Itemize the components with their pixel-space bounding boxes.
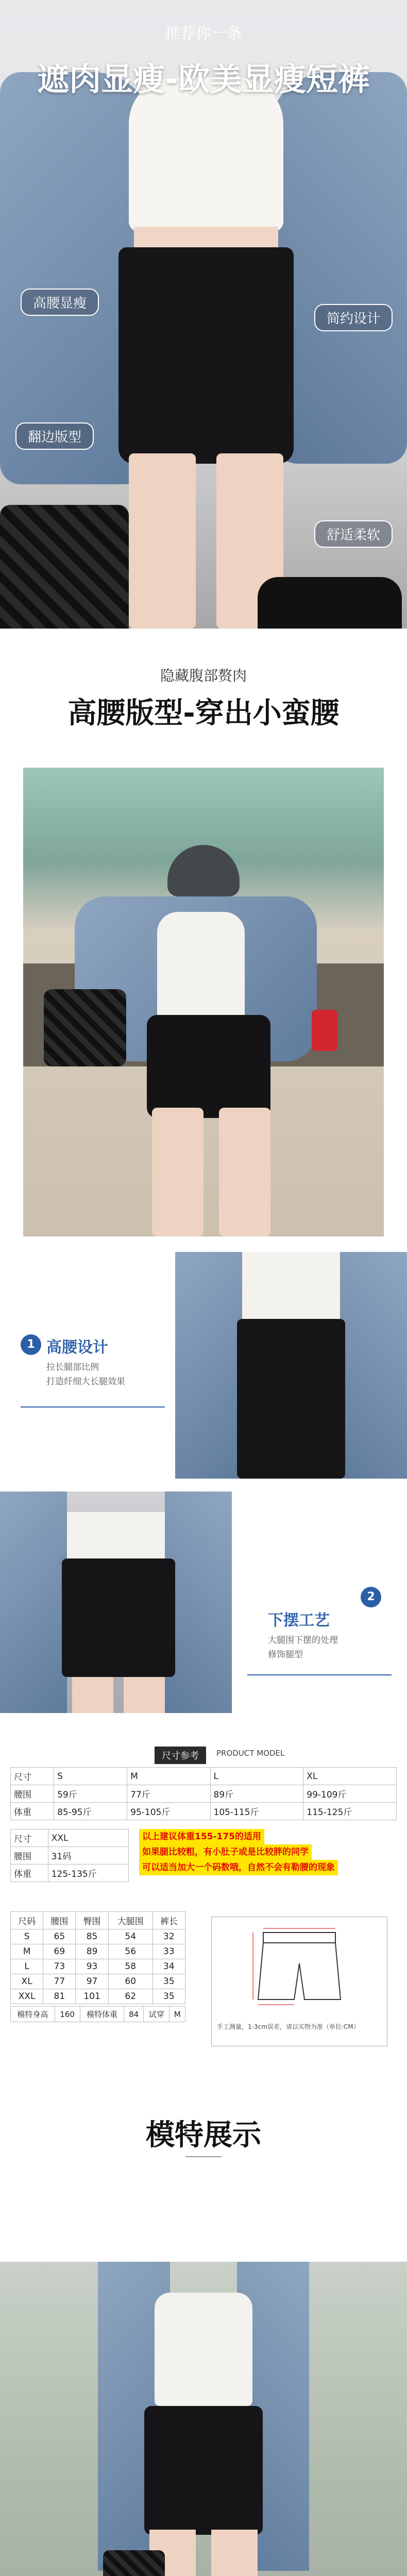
model-info-cell: 160 bbox=[55, 2007, 80, 2022]
measure-header-cell: 大腿围 bbox=[108, 1912, 152, 1929]
size-row bbox=[11, 1803, 397, 1820]
size-cell: 85-95斤 bbox=[54, 1803, 127, 1820]
measure-cell: M bbox=[11, 1944, 43, 1959]
measure-cell: 101 bbox=[76, 1989, 108, 2004]
size-cell: 77斤 bbox=[127, 1785, 210, 1803]
size-cell: 腰围 bbox=[11, 1785, 54, 1803]
xxl-block bbox=[10, 1829, 397, 1886]
detail-2-desc: 大腿围下摆的处理 修饰腿型 bbox=[268, 1635, 338, 1660]
measure-cell: 65 bbox=[43, 1929, 76, 1944]
detail-1-desc: 拉长腿部比例 打造纤细大长腿效果 bbox=[46, 1362, 125, 1387]
measure-header-cell: 臀围 bbox=[76, 1912, 108, 1929]
measure-cell: XXL bbox=[11, 1989, 43, 2004]
size-header-row bbox=[11, 1768, 397, 1785]
measure-cell: L bbox=[11, 1959, 43, 1974]
size-cell: 体重 bbox=[11, 1803, 54, 1820]
section2-subtitle: 隐藏腹部赘肉 bbox=[160, 667, 247, 684]
measure-cell: 35 bbox=[152, 1989, 185, 2004]
measure-cell: 54 bbox=[108, 1929, 152, 1944]
detail-1-number: 1 bbox=[21, 1334, 41, 1355]
measure-cell: 56 bbox=[108, 1944, 152, 1959]
measure-header-cell: 腰围 bbox=[43, 1912, 76, 1929]
size-header-cell: XL bbox=[303, 1768, 397, 1785]
size-header-cell: M bbox=[127, 1768, 210, 1785]
measure-cell: 93 bbox=[76, 1959, 108, 1974]
tag-high-waist: 高腰显瘦 bbox=[21, 289, 99, 316]
hero-title: 遮肉显瘦-欧美显瘦短裤 bbox=[37, 60, 370, 98]
measure-note: 手工测量，1-3cm误差，请以实物为准（单位:CM） bbox=[217, 2023, 360, 2030]
size-header-cell: 尺寸 bbox=[11, 1768, 54, 1785]
notice-line-3: 可以适当加大一个码数哦，自然不会有勒腰的现象 bbox=[139, 1860, 338, 1875]
measure-header-cell: 尺码 bbox=[11, 1912, 43, 1929]
tag-comfort: 舒适柔软 bbox=[314, 520, 393, 548]
measure-row bbox=[11, 1929, 185, 1944]
size-cell: 115-125斤 bbox=[303, 1803, 397, 1820]
measure-cell: 69 bbox=[43, 1944, 76, 1959]
measure-cell: 35 bbox=[152, 1974, 185, 1989]
size-badge-en: PRODUCT MODEL bbox=[216, 1749, 285, 1758]
measure-cell: 89 bbox=[76, 1944, 108, 1959]
measure-header-row bbox=[11, 1912, 185, 1929]
detail-1-title: 高腰设计 bbox=[46, 1338, 108, 1357]
size-cell: 59斤 bbox=[54, 1785, 127, 1803]
xxl-waist: 31码 bbox=[48, 1847, 128, 1865]
size-header-cell: S bbox=[54, 1768, 127, 1785]
xxl-label: 尺寸 bbox=[11, 1829, 48, 1847]
measure-cell: 97 bbox=[76, 1974, 108, 1989]
model-title-deco bbox=[185, 2156, 222, 2157]
size-cell: 105-115斤 bbox=[210, 1803, 303, 1820]
model-photo-1 bbox=[0, 2262, 407, 2576]
measure-row bbox=[11, 1959, 185, 1974]
measure-row bbox=[11, 1974, 185, 1989]
xxl-weight-label: 体重 bbox=[11, 1865, 48, 1882]
detail-2-number: 2 bbox=[361, 1587, 381, 1607]
measure-cell: 85 bbox=[76, 1929, 108, 1944]
measure-cell: 81 bbox=[43, 1989, 76, 2004]
measure-cell: 33 bbox=[152, 1944, 185, 1959]
measure-row bbox=[11, 1944, 185, 1959]
hero-subtitle: 推荐你一条 bbox=[165, 25, 242, 43]
model-photo-sitting bbox=[23, 768, 384, 1236]
detail-1-divider bbox=[21, 1406, 165, 1408]
size-cell: 89斤 bbox=[210, 1785, 303, 1803]
detail-photo-2 bbox=[0, 1492, 232, 1713]
measure-cell: S bbox=[11, 1929, 43, 1944]
measure-table bbox=[10, 1911, 185, 2022]
size-badge bbox=[155, 1747, 206, 1764]
notice-line-2: 如果腿比较粗，有小肚子或是比较胖的同学 bbox=[139, 1844, 312, 1860]
model-info-cell: 84 bbox=[124, 2007, 144, 2022]
xxl-size: XXL bbox=[48, 1829, 128, 1847]
xxl-weight: 125-135斤 bbox=[48, 1865, 128, 1882]
size-badge-label: 尺寸参考 bbox=[162, 1751, 199, 1761]
section2-title: 高腰版型-穿出小蛮腰 bbox=[67, 697, 340, 730]
size-cell: 99-109斤 bbox=[303, 1785, 397, 1803]
size-cell: 95-105斤 bbox=[127, 1803, 210, 1820]
measure-cell: 60 bbox=[108, 1974, 152, 1989]
model-info-row bbox=[11, 2007, 185, 2022]
measure-cell: 34 bbox=[152, 1959, 185, 1974]
tag-simple-design: 简约设计 bbox=[314, 304, 393, 331]
detail-2-divider bbox=[247, 1674, 392, 1675]
measure-cell: 73 bbox=[43, 1959, 76, 1974]
shorts-diagram-icon bbox=[212, 1917, 387, 2020]
measure-cell: 62 bbox=[108, 1989, 152, 2004]
model-info-cell: M bbox=[169, 2007, 185, 2022]
model-info-cell: 模特体重 bbox=[80, 2007, 124, 2022]
measure-header-cell: 裤长 bbox=[152, 1912, 185, 1929]
measure-cell: 77 bbox=[43, 1974, 76, 1989]
model-info-cell: 模特身高 bbox=[11, 2007, 55, 2022]
detail-2-title: 下摆工艺 bbox=[268, 1612, 330, 1630]
size-table bbox=[10, 1767, 397, 1820]
measurement-diagram bbox=[211, 1917, 387, 2046]
size-header-cell: L bbox=[210, 1768, 303, 1785]
xxl-waist-label: 腰围 bbox=[11, 1847, 48, 1865]
notice-line-1: 以上建议体重155-175的适用 bbox=[139, 1829, 264, 1844]
detail-photo-1 bbox=[175, 1252, 407, 1479]
model-info-cell: 试穿 bbox=[143, 2007, 169, 2022]
measure-cell: 32 bbox=[152, 1929, 185, 1944]
tag-cuff: 翻边版型 bbox=[15, 422, 94, 450]
model-section-title: 模特展示 bbox=[146, 2119, 261, 2152]
measure-cell: 58 bbox=[108, 1959, 152, 1974]
measure-cell: XL bbox=[11, 1974, 43, 1989]
measure-row bbox=[11, 1989, 185, 2004]
size-row bbox=[11, 1785, 397, 1803]
